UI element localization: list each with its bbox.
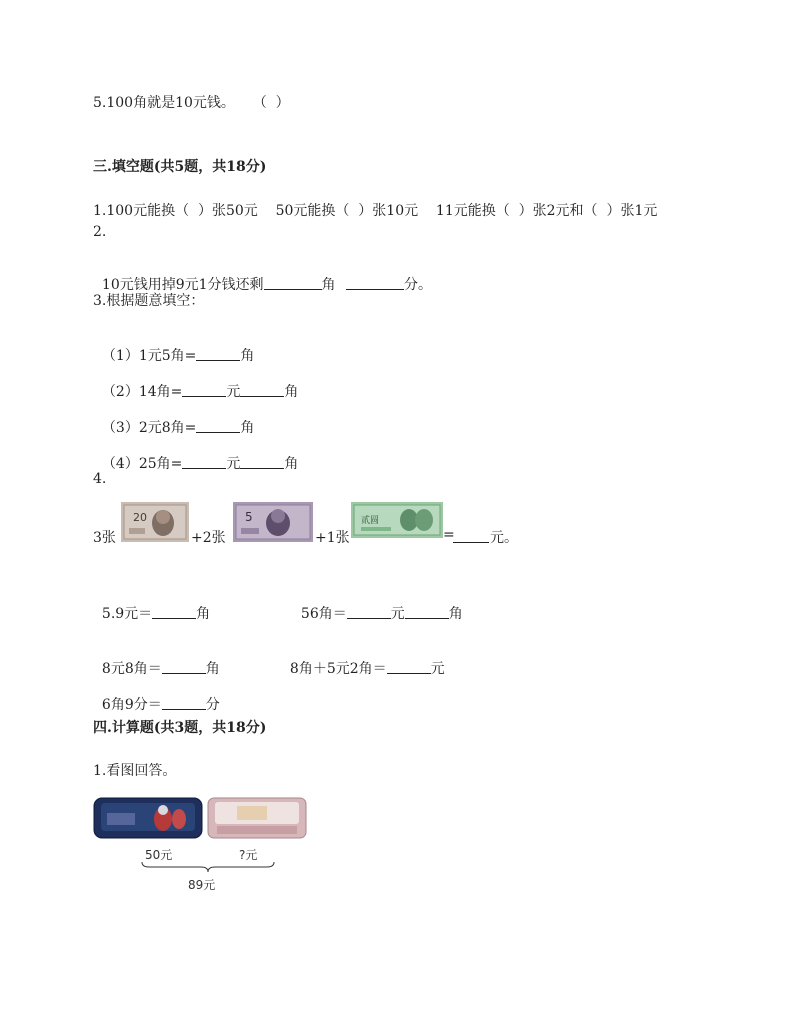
left-price-label: 50元 [145,848,173,862]
unit-label: 分 [205,697,220,713]
answer-blank[interactable] [387,659,431,674]
fill-question-3-item-2 [93,364,298,401]
answer-blank[interactable] [240,382,284,397]
bill-value-label: 20 [133,511,147,524]
question-text: 8元8角＝ [101,661,162,677]
equals-sign: = [443,527,455,543]
unit-label: 角 [321,277,340,293]
banknote-question [93,498,533,546]
unit-label: 角 [196,606,211,622]
unit-label: 角 [448,606,463,622]
total-price-label: 89元 [188,878,216,892]
answer-blank[interactable] [347,604,391,619]
fill-question-2 [93,257,432,294]
fill-question-2-number: 2. [93,224,107,240]
unit-label: 元。 [490,530,518,546]
pencil-case-blue-image [93,797,203,839]
unit-label: 角 [284,456,299,472]
calc-question-1: 1.看图回答。 [93,763,177,779]
answer-blank[interactable] [162,659,206,674]
right-price-label: ?元 [239,848,258,862]
banknote-5-yuan-image [233,502,313,542]
fill-question-3-item-1 [93,328,254,365]
answer-blank[interactable] [182,382,226,397]
answer-blank[interactable] [405,604,449,619]
answer-blank[interactable] [264,275,322,290]
fill-question-3-item-3 [93,400,254,437]
count-label: 3张 [93,530,116,546]
answer-blank[interactable] [453,528,489,543]
answer-blank[interactable] [162,695,206,710]
answer-blank[interactable] [240,454,284,469]
fill-question-3-item-4 [93,436,298,473]
bill-value-label: 贰圆 [361,516,380,526]
unit-label: 角 [284,384,299,400]
fill-question-5-row-1b [292,586,463,623]
fill-question-5-row-3 [93,677,220,714]
answer-blank[interactable] [152,604,196,619]
judge-question-5: 5.100角就是10元钱。 （ ） [93,95,290,111]
question-text: 56角＝ [300,606,347,622]
answer-blank[interactable] [346,275,404,290]
fill-question-5-row-1 [93,586,210,623]
bill-value-label: 5 [245,510,253,524]
question-text: 10元钱用掉9元1分钱还剩 [101,277,264,293]
question-text: 6角9分＝ [101,697,162,713]
unit-label: 角 [240,348,255,364]
unit-label: 元 [390,606,405,622]
unit-label: 角 [205,661,220,677]
question-text: （1）1元5角= [101,348,197,364]
count-label: +2张 [191,530,226,546]
unit-label: 元 [430,661,445,677]
unit-label: 分。 [404,277,432,293]
question-text: 5.9元＝ [101,606,153,622]
question-text: （4）25角= [101,456,183,472]
section-4-heading: 四.计算题(共3题，共18分) [93,720,267,736]
pencil-case-figure [93,795,307,893]
count-label: +1张 [315,530,350,546]
pencil-case-pink-image [207,797,307,839]
fill-question-3-title: 3.根据题意填空： [93,293,205,309]
question-text: （3）2元8角= [101,420,197,436]
question-text: 8角＋5元2角＝ [289,661,387,677]
unit-label: 元 [226,456,241,472]
banknote-2-yuan-image [351,502,443,538]
answer-blank[interactable] [196,418,240,433]
section-3-heading: 三.填空题(共5题，共18分) [93,159,267,175]
question-text: （2）14角= [101,384,183,400]
fill-question-5-row-2b [281,641,445,678]
unit-label: 元 [226,384,241,400]
answer-blank[interactable] [182,454,226,469]
fill-question-4-number: 4. [93,471,107,487]
fill-question-5-row-2 [93,641,220,678]
unit-label: 角 [240,420,255,436]
fill-question-1: 1.100元能换（ ）张50元 50元能换（ ）张10元 11元能换（ ）张2元和（ ）张1元 [93,203,658,219]
banknote-20-yuan-image [121,502,189,542]
brace-icon [141,861,275,873]
answer-blank[interactable] [196,346,240,361]
